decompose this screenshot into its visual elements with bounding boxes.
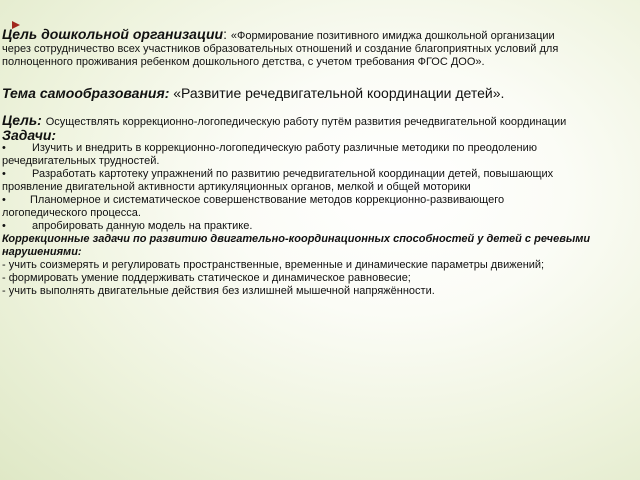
aim-heading	[2, 114, 640, 129]
aim-text: Осуществлять коррекционно-логопедическую работу путём развития речедвигательной координации	[45, 116, 567, 128]
task-text-cont: речедвигательных трудностей.	[2, 155, 160, 167]
task-item	[2, 142, 640, 155]
tasks-list	[2, 142, 640, 233]
task-bullet: •	[2, 168, 6, 180]
task-text: Разработать картотеку упражнений по развитию речедвигательной координации детей, повышающих	[32, 168, 554, 180]
correction-heading-line2: нарушениями:	[2, 246, 82, 258]
task-bullet: •	[2, 194, 6, 206]
tasks-label: Задачи:	[2, 127, 57, 143]
task-text-cont: проявление двигательной активности артикуляционных органов, мелкой и общей моторики	[2, 181, 471, 193]
goal-text-line3: полноценного проживания ребенком дошкольного детства, с учетом требования ФГОС ДОО».	[2, 56, 485, 68]
topic-text: «Развитие речедвигательной координации детей».	[173, 85, 505, 101]
correction-item: - учить выполнять двигательные действия без излишней мышечной напряжённости.	[2, 285, 435, 297]
task-item	[2, 168, 640, 181]
goal-label: Цель дошкольной организации	[2, 26, 224, 42]
topic-heading	[2, 87, 640, 100]
task-text: Изучить и внедрить в коррекционно-логопедическую работу различные методики по преодолению	[32, 142, 537, 154]
aim-label: Цель:	[2, 112, 42, 128]
correction-item: - формировать умение поддерживать статическое и динамическое равновесие;	[2, 272, 411, 284]
task-text: апробировать данную модель на практике.	[32, 220, 253, 232]
task-bullet: •	[2, 142, 6, 154]
task-item	[2, 220, 640, 233]
goal-text-line2: через сотрудничество всех участников образовательных отношений и создание благоприятных условий для	[2, 43, 559, 55]
task-text: Планомерное и систематическое совершенствование методов коррекционно-развивающего	[30, 194, 505, 206]
correction-list	[2, 259, 640, 298]
task-bullet: •	[2, 220, 6, 232]
slide-content	[2, 28, 640, 298]
topic-label: Тема самообразования:	[2, 85, 170, 101]
correction-heading-line1: Коррекционные задачи по развитию двигательно-координационных способностей у детей с речевыми	[2, 233, 591, 245]
task-text-cont: логопедического процесса.	[2, 207, 141, 219]
goal-text-line1: «Формирование позитивного имиджа дошкольной организации	[230, 30, 555, 42]
correction-item: - учить соизмерять и регулировать пространственные, временные и динамические параметры движений;	[2, 259, 545, 271]
task-item	[2, 194, 640, 207]
goal-heading: Цель дошкольной организации: «Формирование позитивного имиджа дошкольной организации	[2, 26, 555, 42]
